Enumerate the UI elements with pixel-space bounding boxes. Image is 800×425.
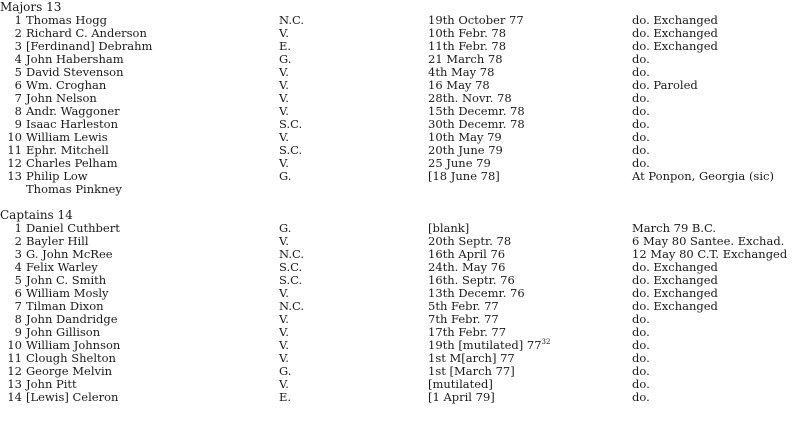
officer-name: Clough Shelton xyxy=(26,351,116,365)
commission-date: 13th Decemr. 76 xyxy=(428,286,525,300)
commission-date: 10th Febr. 78 xyxy=(428,26,507,40)
commission-date: 19th October 77 xyxy=(428,13,524,27)
officer-name: George Melvin xyxy=(26,364,113,378)
section-heading-majors: Majors 13 xyxy=(0,0,62,14)
officer-status: do. xyxy=(632,65,650,79)
officer-state: V. xyxy=(279,26,289,40)
commission-date: [blank] xyxy=(428,221,470,235)
commission-date: 21 March 78 xyxy=(428,52,503,66)
officer-name: William Johnson xyxy=(26,338,121,352)
row-number: 7 xyxy=(14,91,22,105)
row-number: 14 xyxy=(7,390,22,404)
row-number: 13 xyxy=(7,377,22,391)
row-number: 4 xyxy=(14,52,22,66)
commission-date: [18 June 78] xyxy=(428,169,500,183)
officer-status: do. xyxy=(632,156,650,170)
table-row xyxy=(0,300,800,313)
officer-state: G. xyxy=(279,364,292,378)
officer-name: Isaac Harleston xyxy=(26,117,118,131)
officer-name: John Nelson xyxy=(26,91,97,105)
row-number: 10 xyxy=(7,130,22,144)
table-row xyxy=(0,391,800,404)
officer-status: do. xyxy=(632,351,650,365)
officer-status: do. Exchanged xyxy=(632,13,718,27)
officer-name: John Habersham xyxy=(26,52,124,66)
officer-name: John Gillison xyxy=(26,325,101,339)
officer-name: Daniel Cuthbert xyxy=(26,221,120,235)
officer-state: V. xyxy=(279,130,289,144)
officer-status: do. xyxy=(632,338,650,352)
commission-date: 4th May 78 xyxy=(428,65,495,79)
row-number: 8 xyxy=(14,312,22,326)
row-number: 1 xyxy=(14,221,22,235)
officer-state: N.C. xyxy=(279,299,305,313)
table-row xyxy=(0,352,800,365)
table-row xyxy=(0,378,800,391)
officer-status: do. xyxy=(632,390,650,404)
officer-name: G. John McRee xyxy=(26,247,113,261)
row-number: 8 xyxy=(14,104,22,118)
officer-status: 6 May 80 Santee. Exchad. xyxy=(632,234,785,248)
row-number: 12 xyxy=(7,364,22,378)
commission-date: 16th April 76 xyxy=(428,247,506,261)
table-row xyxy=(0,313,800,326)
officer-status: do. xyxy=(632,312,650,326)
commission-date: 16 May 78 xyxy=(428,78,490,92)
commission-date: 20th June 79 xyxy=(428,143,503,157)
officer-state: V. xyxy=(279,377,289,391)
officer-state: S.C. xyxy=(279,260,303,274)
table-row xyxy=(0,365,800,378)
officer-status: 12 May 80 C.T. Exchanged xyxy=(632,247,788,261)
table-row xyxy=(0,339,800,352)
row-number: 12 xyxy=(7,156,22,170)
commission-date: 1st M[arch] 77 xyxy=(428,351,515,365)
officer-state: V. xyxy=(279,91,289,105)
row-number: 2 xyxy=(14,234,22,248)
row-number: 13 xyxy=(7,169,22,183)
officer-name: Bayler Hill xyxy=(26,234,89,248)
officer-status: do. xyxy=(632,117,650,131)
officer-state: S.C. xyxy=(279,143,303,157)
officer-name: William Lewis xyxy=(26,130,108,144)
officer-status: do. xyxy=(632,104,650,118)
table-row xyxy=(0,131,800,144)
officer-state: V. xyxy=(279,65,289,79)
officer-name: Charles Pelham xyxy=(26,156,118,170)
officer-name: William Mosly xyxy=(26,286,109,300)
row-number: 4 xyxy=(14,260,22,274)
row-number: 2 xyxy=(14,26,22,40)
commission-date: 25 June 79 xyxy=(428,156,491,170)
officer-status: do. Exchanged xyxy=(632,260,718,274)
officer-status: At Ponpon, Georgia (sic) xyxy=(632,169,774,183)
officer-state: V. xyxy=(279,351,289,365)
officer-state: V. xyxy=(279,338,289,352)
commission-date: 5th Febr. 77 xyxy=(428,299,499,313)
officer-status: do. xyxy=(632,325,650,339)
officer-state: V. xyxy=(279,312,289,326)
row-number: 3 xyxy=(14,39,22,53)
officer-state: V. xyxy=(279,325,289,339)
row-number: 3 xyxy=(14,247,22,261)
table-row xyxy=(0,79,800,92)
officer-state: G. xyxy=(279,221,292,235)
commission-date: 7th Febr. 77 xyxy=(428,312,499,326)
officer-name: [Lewis] Celeron xyxy=(26,390,119,404)
officer-name: Richard C. Anderson xyxy=(26,26,147,40)
officer-status: do. Exchanged xyxy=(632,299,718,313)
officer-name: Ephr. Mitchell xyxy=(26,143,109,157)
officer-status: do. Exchanged xyxy=(632,39,718,53)
officer-name: Philip Low xyxy=(26,169,88,183)
row-number: 10 xyxy=(7,338,22,352)
officer-name: David Stevenson xyxy=(26,65,124,79)
commission-date: [mutilated] xyxy=(428,377,493,391)
officer-state: N.C. xyxy=(279,13,305,27)
officer-status: March 79 B.C. xyxy=(632,221,717,235)
officer-state: V. xyxy=(279,156,289,170)
officer-status: do. xyxy=(632,364,650,378)
officer-status: do. Exchanged xyxy=(632,273,718,287)
commission-date-text: 19th [mutilated] 77 xyxy=(428,338,542,352)
row-number: 7 xyxy=(14,299,22,313)
row-number: 6 xyxy=(14,286,22,300)
commission-date: 11th Febr. 78 xyxy=(428,39,507,53)
row-number: 9 xyxy=(14,117,22,131)
row-number: 5 xyxy=(14,65,22,79)
commission-date: 1st [March 77] xyxy=(428,364,515,378)
officer-status: do. Paroled xyxy=(632,78,698,92)
commission-date: 15th Decemr. 78 xyxy=(428,104,525,118)
table-row xyxy=(0,92,800,105)
officer-status: do. xyxy=(632,52,650,66)
commission-date: 24th. May 76 xyxy=(428,260,506,274)
commission-date: 20th Septr. 78 xyxy=(428,234,512,248)
officer-status: do. Exchanged xyxy=(632,286,718,300)
officer-state: N.C. xyxy=(279,247,305,261)
commission-date: 28th. Novr. 78 xyxy=(428,91,512,105)
officer-state: V. xyxy=(279,234,289,248)
officer-state: G. xyxy=(279,52,292,66)
row-number: 11 xyxy=(7,351,22,365)
footnote-marker: 32 xyxy=(541,338,551,347)
officer-status: do. Exchanged xyxy=(632,26,718,40)
table-row xyxy=(0,183,800,196)
row-number: 5 xyxy=(14,273,22,287)
officer-name: Thomas Pinkney xyxy=(26,182,122,196)
row-number: 1 xyxy=(14,13,22,27)
officer-name: [Ferdinand] Debrahm xyxy=(26,39,153,53)
officer-status: do. xyxy=(632,377,650,391)
table-row xyxy=(0,118,800,131)
row-number: 9 xyxy=(14,325,22,339)
officer-name: Felix Warley xyxy=(26,260,98,274)
officer-state: E. xyxy=(279,390,292,404)
officer-name: John Dandridge xyxy=(26,312,118,326)
officer-name: Wm. Croghan xyxy=(26,78,107,92)
row-number: 11 xyxy=(7,143,22,157)
officer-state: V. xyxy=(279,78,289,92)
table-row xyxy=(0,144,800,157)
officer-state: S.C. xyxy=(279,117,303,131)
officer-name: Tilman Dixon xyxy=(26,299,104,313)
section-heading-captains: Captains 14 xyxy=(0,208,73,222)
officer-name: John C. Smith xyxy=(26,273,107,287)
officer-state: G. xyxy=(279,169,292,183)
table-row xyxy=(0,105,800,118)
commission-date: 30th Decemr. 78 xyxy=(428,117,525,131)
officer-name: Andr. Waggoner xyxy=(26,104,120,118)
officer-status: do. xyxy=(632,91,650,105)
officer-name: John Pitt xyxy=(26,377,77,391)
commission-date: 16th. Septr. 76 xyxy=(428,273,515,287)
officer-name: Thomas Hogg xyxy=(26,13,107,27)
officer-status: do. xyxy=(632,130,650,144)
commission-date: 10th May 79 xyxy=(428,130,502,144)
officer-state: V. xyxy=(279,286,289,300)
commission-date: [1 April 79] xyxy=(428,390,495,404)
officer-status: do. xyxy=(632,143,650,157)
commission-date: 17th Febr. 77 xyxy=(428,325,507,339)
officer-state: S.C. xyxy=(279,273,303,287)
table-row xyxy=(0,326,800,339)
officer-state: E. xyxy=(279,39,292,53)
officer-state: V. xyxy=(279,104,289,118)
row-number: 6 xyxy=(14,78,22,92)
